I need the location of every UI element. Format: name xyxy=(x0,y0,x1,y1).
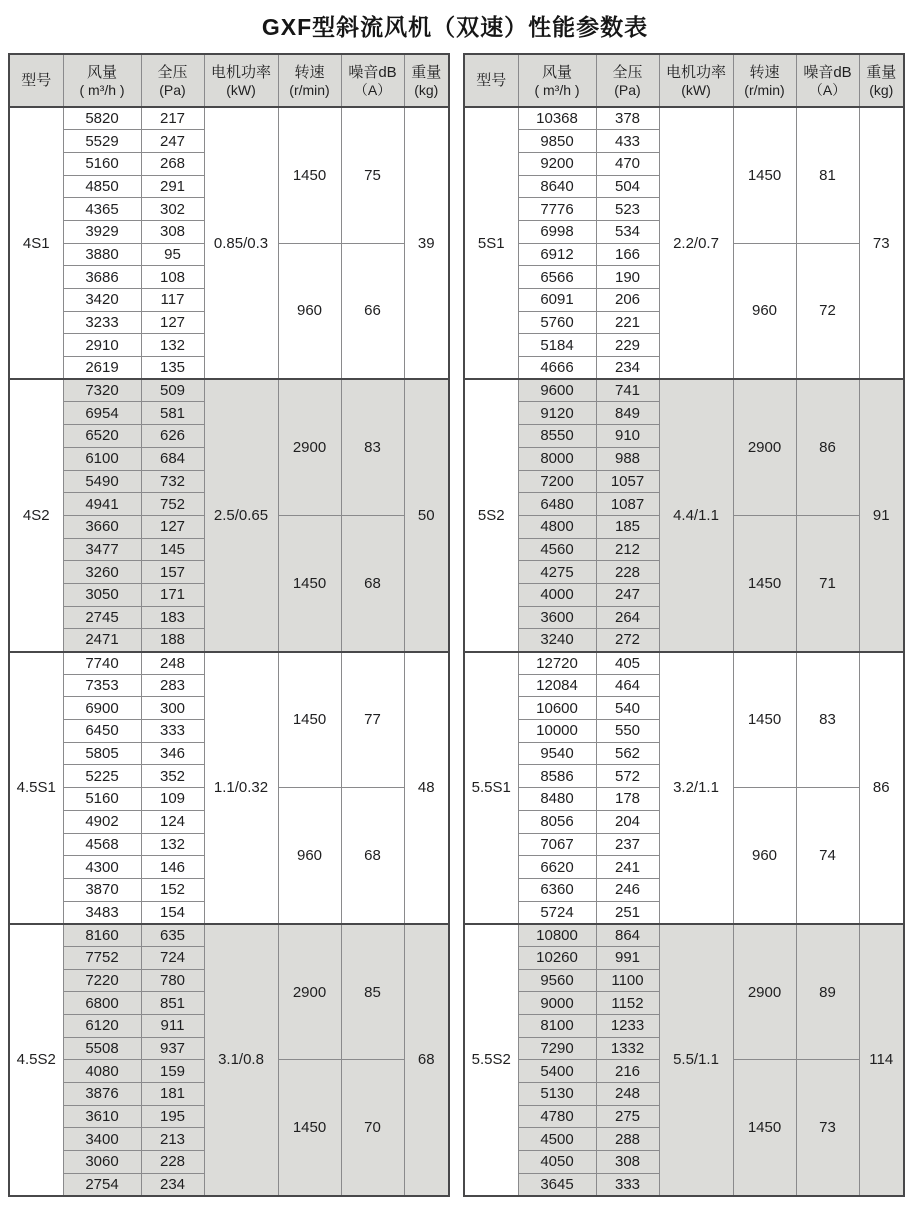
pressure-cell: 145 xyxy=(141,538,204,561)
speed-cell: 1450 xyxy=(733,515,796,651)
pressure-cell: 157 xyxy=(141,561,204,584)
pressure-cell: 849 xyxy=(596,402,659,425)
airflow-cell: 4000 xyxy=(518,583,596,606)
airflow-cell: 12720 xyxy=(518,652,596,675)
weight-cell: 73 xyxy=(859,107,904,379)
pressure-cell: 183 xyxy=(141,606,204,629)
airflow-cell: 3260 xyxy=(63,561,141,584)
speed-cell: 960 xyxy=(278,243,341,379)
pressure-cell: 405 xyxy=(596,652,659,675)
power-cell: 2.5/0.65 xyxy=(204,379,278,651)
airflow-cell: 6360 xyxy=(518,878,596,901)
pressure-cell: 851 xyxy=(141,992,204,1015)
pressure-cell: 190 xyxy=(596,266,659,289)
airflow-cell: 6120 xyxy=(63,1015,141,1038)
airflow-cell: 2910 xyxy=(63,334,141,357)
airflow-cell: 6450 xyxy=(63,720,141,743)
pressure-cell: 562 xyxy=(596,742,659,765)
airflow-cell: 12084 xyxy=(518,674,596,697)
noise-cell: 72 xyxy=(796,243,859,379)
col-header-3: 电机功率 (kW) xyxy=(204,54,278,107)
pressure-cell: 275 xyxy=(596,1105,659,1128)
fan-spec-table-left xyxy=(8,53,450,1197)
airflow-cell: 9200 xyxy=(518,152,596,175)
airflow-cell: 5820 xyxy=(63,107,141,130)
col-header-5: 噪音dB （A） xyxy=(341,54,404,107)
pressure-cell: 229 xyxy=(596,334,659,357)
airflow-cell: 9850 xyxy=(518,130,596,153)
pressure-cell: 378 xyxy=(596,107,659,130)
pressure-cell: 216 xyxy=(596,1060,659,1083)
pressure-cell: 635 xyxy=(141,924,204,947)
pressure-cell: 433 xyxy=(596,130,659,153)
speed-cell: 1450 xyxy=(733,107,796,243)
pressure-cell: 237 xyxy=(596,833,659,856)
pressure-cell: 937 xyxy=(141,1037,204,1060)
noise-cell: 74 xyxy=(796,788,859,924)
fan-spec-table-right xyxy=(463,53,905,1197)
pressure-cell: 206 xyxy=(596,289,659,312)
power-cell: 3.1/0.8 xyxy=(204,924,278,1196)
airflow-cell: 4300 xyxy=(63,856,141,879)
airflow-cell: 4941 xyxy=(63,493,141,516)
airflow-cell: 5400 xyxy=(518,1060,596,1083)
col-header-2: 全压 (Pa) xyxy=(596,54,659,107)
pressure-cell: 1100 xyxy=(596,969,659,992)
airflow-cell: 8000 xyxy=(518,447,596,470)
speed-cell: 1450 xyxy=(278,107,341,243)
airflow-cell: 3600 xyxy=(518,606,596,629)
airflow-cell: 10600 xyxy=(518,697,596,720)
pressure-cell: 780 xyxy=(141,969,204,992)
pressure-cell: 212 xyxy=(596,538,659,561)
pressure-cell: 247 xyxy=(596,583,659,606)
col-header-1: 风量 ( m³/h ) xyxy=(63,54,141,107)
speed-cell: 2900 xyxy=(733,379,796,515)
airflow-cell: 3400 xyxy=(63,1128,141,1151)
pressure-cell: 132 xyxy=(141,334,204,357)
pressure-cell: 195 xyxy=(141,1105,204,1128)
airflow-cell: 2619 xyxy=(63,357,141,380)
pressure-cell: 572 xyxy=(596,765,659,788)
pressure-cell: 988 xyxy=(596,447,659,470)
power-cell: 1.1/0.32 xyxy=(204,652,278,924)
pressure-cell: 470 xyxy=(596,152,659,175)
pressure-cell: 910 xyxy=(596,425,659,448)
noise-cell: 68 xyxy=(341,788,404,924)
pressure-cell: 550 xyxy=(596,720,659,743)
table-row xyxy=(464,652,904,675)
pressure-cell: 864 xyxy=(596,924,659,947)
pressure-cell: 95 xyxy=(141,243,204,266)
pressure-cell: 1233 xyxy=(596,1015,659,1038)
airflow-cell: 9600 xyxy=(518,379,596,402)
pressure-cell: 146 xyxy=(141,856,204,879)
col-header-5: 噪音dB （A） xyxy=(796,54,859,107)
col-header-0: 型号 xyxy=(464,54,518,107)
weight-cell: 48 xyxy=(404,652,449,924)
pressure-cell: 300 xyxy=(141,697,204,720)
weight-cell: 39 xyxy=(404,107,449,379)
airflow-cell: 3483 xyxy=(63,901,141,924)
col-header-4: 转速 (r/min) xyxy=(733,54,796,107)
pressure-cell: 228 xyxy=(596,561,659,584)
page-title: GXF型斜流风机（双速）性能参数表 xyxy=(261,14,649,40)
noise-cell: 85 xyxy=(341,924,404,1060)
airflow-cell: 7220 xyxy=(63,969,141,992)
airflow-cell: 6998 xyxy=(518,220,596,243)
pressure-cell: 272 xyxy=(596,629,659,652)
airflow-cell: 4500 xyxy=(518,1128,596,1151)
pressure-cell: 234 xyxy=(141,1173,204,1196)
pressure-cell: 308 xyxy=(596,1151,659,1174)
noise-cell: 81 xyxy=(796,107,859,243)
model-cell: 5S2 xyxy=(464,379,518,651)
airflow-cell: 10000 xyxy=(518,720,596,743)
model-cell: 5S1 xyxy=(464,107,518,379)
weight-cell: 86 xyxy=(859,652,904,924)
airflow-cell: 7752 xyxy=(63,946,141,969)
pressure-cell: 752 xyxy=(141,493,204,516)
airflow-cell: 8586 xyxy=(518,765,596,788)
airflow-cell: 3240 xyxy=(518,629,596,652)
airflow-cell: 4666 xyxy=(518,357,596,380)
airflow-cell: 6566 xyxy=(518,266,596,289)
airflow-cell: 7067 xyxy=(518,833,596,856)
pressure-cell: 217 xyxy=(141,107,204,130)
pressure-cell: 248 xyxy=(596,1083,659,1106)
airflow-cell: 4568 xyxy=(63,833,141,856)
airflow-cell: 7740 xyxy=(63,652,141,675)
pressure-cell: 684 xyxy=(141,447,204,470)
airflow-cell: 9540 xyxy=(518,742,596,765)
pressure-cell: 246 xyxy=(596,878,659,901)
noise-cell: 77 xyxy=(341,652,404,788)
speed-cell: 2900 xyxy=(278,379,341,515)
pressure-cell: 188 xyxy=(141,629,204,652)
table-row xyxy=(9,379,449,402)
model-cell: 4S1 xyxy=(9,107,63,379)
airflow-cell: 8640 xyxy=(518,175,596,198)
pressure-cell: 117 xyxy=(141,289,204,312)
power-cell: 5.5/1.1 xyxy=(659,924,733,1196)
airflow-cell: 5724 xyxy=(518,901,596,924)
airflow-cell: 3420 xyxy=(63,289,141,312)
airflow-cell: 10800 xyxy=(518,924,596,947)
noise-cell: 83 xyxy=(796,652,859,788)
speed-cell: 1450 xyxy=(733,652,796,788)
pressure-cell: 154 xyxy=(141,901,204,924)
header-row xyxy=(464,54,904,107)
airflow-cell: 6900 xyxy=(63,697,141,720)
speed-cell: 2900 xyxy=(278,924,341,1060)
airflow-cell: 4780 xyxy=(518,1105,596,1128)
pressure-cell: 732 xyxy=(141,470,204,493)
airflow-cell: 9560 xyxy=(518,969,596,992)
airflow-cell: 3880 xyxy=(63,243,141,266)
airflow-cell: 5508 xyxy=(63,1037,141,1060)
airflow-cell: 2471 xyxy=(63,629,141,652)
table-row xyxy=(464,924,904,947)
pressure-cell: 234 xyxy=(596,357,659,380)
pressure-cell: 346 xyxy=(141,742,204,765)
header-row xyxy=(9,54,449,107)
pressure-cell: 504 xyxy=(596,175,659,198)
table-row xyxy=(9,107,449,130)
airflow-cell: 5760 xyxy=(518,311,596,334)
airflow-cell: 4800 xyxy=(518,515,596,538)
airflow-cell: 5130 xyxy=(518,1083,596,1106)
table-row xyxy=(464,107,904,130)
pressure-cell: 241 xyxy=(596,856,659,879)
airflow-cell: 3686 xyxy=(63,266,141,289)
pressure-cell: 251 xyxy=(596,901,659,924)
airflow-cell: 3929 xyxy=(63,220,141,243)
airflow-cell: 7776 xyxy=(518,198,596,221)
pressure-cell: 108 xyxy=(141,266,204,289)
power-cell: 3.2/1.1 xyxy=(659,652,733,924)
airflow-cell: 4050 xyxy=(518,1151,596,1174)
airflow-cell: 4275 xyxy=(518,561,596,584)
airflow-cell: 2754 xyxy=(63,1173,141,1196)
noise-cell: 89 xyxy=(796,924,859,1060)
airflow-cell: 7353 xyxy=(63,674,141,697)
pressure-cell: 181 xyxy=(141,1083,204,1106)
pressure-cell: 248 xyxy=(141,652,204,675)
weight-cell: 50 xyxy=(404,379,449,651)
airflow-cell: 5805 xyxy=(63,742,141,765)
airflow-cell: 4080 xyxy=(63,1060,141,1083)
airflow-cell: 3645 xyxy=(518,1173,596,1196)
airflow-cell: 3870 xyxy=(63,878,141,901)
airflow-cell: 6912 xyxy=(518,243,596,266)
col-header-6: 重量 (kg) xyxy=(404,54,449,107)
pressure-cell: 509 xyxy=(141,379,204,402)
airflow-cell: 3233 xyxy=(63,311,141,334)
airflow-cell: 7290 xyxy=(518,1037,596,1060)
airflow-cell: 4902 xyxy=(63,810,141,833)
airflow-cell: 5160 xyxy=(63,788,141,811)
airflow-cell: 8100 xyxy=(518,1015,596,1038)
pressure-cell: 1332 xyxy=(596,1037,659,1060)
weight-cell: 68 xyxy=(404,924,449,1196)
pressure-cell: 991 xyxy=(596,946,659,969)
col-header-1: 风量 ( m³/h ) xyxy=(518,54,596,107)
pressure-cell: 741 xyxy=(596,379,659,402)
airflow-cell: 5160 xyxy=(63,152,141,175)
noise-cell: 66 xyxy=(341,243,404,379)
speed-cell: 960 xyxy=(278,788,341,924)
pressure-cell: 581 xyxy=(141,402,204,425)
noise-cell: 83 xyxy=(341,379,404,515)
airflow-cell: 8056 xyxy=(518,810,596,833)
pressure-cell: 152 xyxy=(141,878,204,901)
airflow-cell: 9000 xyxy=(518,992,596,1015)
pressure-cell: 523 xyxy=(596,198,659,221)
pressure-cell: 171 xyxy=(141,583,204,606)
speed-cell: 960 xyxy=(733,788,796,924)
pressure-cell: 264 xyxy=(596,606,659,629)
airflow-cell: 6480 xyxy=(518,493,596,516)
airflow-cell: 6091 xyxy=(518,289,596,312)
pressure-cell: 464 xyxy=(596,674,659,697)
pressure-cell: 724 xyxy=(141,946,204,969)
speed-cell: 1450 xyxy=(278,652,341,788)
speed-cell: 2900 xyxy=(733,924,796,1060)
airflow-cell: 6100 xyxy=(63,447,141,470)
pressure-cell: 283 xyxy=(141,674,204,697)
airflow-cell: 7320 xyxy=(63,379,141,402)
airflow-cell: 5225 xyxy=(63,765,141,788)
speed-cell: 960 xyxy=(733,243,796,379)
pressure-cell: 308 xyxy=(141,220,204,243)
pressure-cell: 333 xyxy=(596,1173,659,1196)
model-cell: 4.5S1 xyxy=(9,652,63,924)
airflow-cell: 4560 xyxy=(518,538,596,561)
pressure-cell: 1152 xyxy=(596,992,659,1015)
pressure-cell: 247 xyxy=(141,130,204,153)
power-cell: 4.4/1.1 xyxy=(659,379,733,651)
pressure-cell: 159 xyxy=(141,1060,204,1083)
noise-cell: 71 xyxy=(796,515,859,651)
airflow-cell: 3060 xyxy=(63,1151,141,1174)
weight-cell: 91 xyxy=(859,379,904,651)
airflow-cell: 8480 xyxy=(518,788,596,811)
pressure-cell: 626 xyxy=(141,425,204,448)
airflow-cell: 5490 xyxy=(63,470,141,493)
pressure-cell: 540 xyxy=(596,697,659,720)
pressure-cell: 352 xyxy=(141,765,204,788)
pressure-cell: 268 xyxy=(141,152,204,175)
noise-cell: 70 xyxy=(341,1060,404,1196)
model-cell: 5.5S1 xyxy=(464,652,518,924)
pressure-cell: 1057 xyxy=(596,470,659,493)
col-header-3: 电机功率 (kW) xyxy=(659,54,733,107)
pressure-cell: 534 xyxy=(596,220,659,243)
noise-cell: 86 xyxy=(796,379,859,515)
airflow-cell: 9120 xyxy=(518,402,596,425)
pressure-cell: 185 xyxy=(596,515,659,538)
airflow-cell: 5529 xyxy=(63,130,141,153)
col-header-4: 转速 (r/min) xyxy=(278,54,341,107)
pressure-cell: 1087 xyxy=(596,493,659,516)
speed-cell: 1450 xyxy=(278,1060,341,1196)
col-header-6: 重量 (kg) xyxy=(859,54,904,107)
pressure-cell: 204 xyxy=(596,810,659,833)
pressure-cell: 109 xyxy=(141,788,204,811)
airflow-cell: 4850 xyxy=(63,175,141,198)
airflow-cell: 3660 xyxy=(63,515,141,538)
model-cell: 4.5S2 xyxy=(9,924,63,1196)
airflow-cell: 3610 xyxy=(63,1105,141,1128)
airflow-cell: 10368 xyxy=(518,107,596,130)
speed-cell: 1450 xyxy=(278,515,341,651)
noise-cell: 75 xyxy=(341,107,404,243)
pressure-cell: 166 xyxy=(596,243,659,266)
col-header-0: 型号 xyxy=(9,54,63,107)
table-row xyxy=(9,924,449,947)
pressure-cell: 213 xyxy=(141,1128,204,1151)
airflow-cell: 5184 xyxy=(518,334,596,357)
pressure-cell: 178 xyxy=(596,788,659,811)
airflow-cell: 6620 xyxy=(518,856,596,879)
airflow-cell: 4365 xyxy=(63,198,141,221)
col-header-2: 全压 (Pa) xyxy=(141,54,204,107)
pressure-cell: 333 xyxy=(141,720,204,743)
airflow-cell: 6800 xyxy=(63,992,141,1015)
table-row xyxy=(464,379,904,402)
model-cell: 5.5S2 xyxy=(464,924,518,1196)
airflow-cell: 10260 xyxy=(518,946,596,969)
pressure-cell: 291 xyxy=(141,175,204,198)
pressure-cell: 228 xyxy=(141,1151,204,1174)
airflow-cell: 3876 xyxy=(63,1083,141,1106)
noise-cell: 68 xyxy=(341,515,404,651)
airflow-cell: 8550 xyxy=(518,425,596,448)
power-cell: 0.85/0.3 xyxy=(204,107,278,379)
pressure-cell: 221 xyxy=(596,311,659,334)
pressure-cell: 124 xyxy=(141,810,204,833)
airflow-cell: 2745 xyxy=(63,606,141,629)
pressure-cell: 135 xyxy=(141,357,204,380)
airflow-cell: 8160 xyxy=(63,924,141,947)
model-cell: 4S2 xyxy=(9,379,63,651)
airflow-cell: 6954 xyxy=(63,402,141,425)
weight-cell: 114 xyxy=(859,924,904,1196)
pressure-cell: 288 xyxy=(596,1128,659,1151)
power-cell: 2.2/0.7 xyxy=(659,107,733,379)
pressure-cell: 132 xyxy=(141,833,204,856)
airflow-cell: 7200 xyxy=(518,470,596,493)
speed-cell: 1450 xyxy=(733,1060,796,1196)
pressure-cell: 127 xyxy=(141,311,204,334)
pressure-cell: 127 xyxy=(141,515,204,538)
pressure-cell: 302 xyxy=(141,198,204,221)
table-row xyxy=(9,652,449,675)
airflow-cell: 3050 xyxy=(63,583,141,606)
airflow-cell: 6520 xyxy=(63,425,141,448)
noise-cell: 73 xyxy=(796,1060,859,1196)
airflow-cell: 3477 xyxy=(63,538,141,561)
pressure-cell: 911 xyxy=(141,1015,204,1038)
tables-container xyxy=(0,53,910,1197)
